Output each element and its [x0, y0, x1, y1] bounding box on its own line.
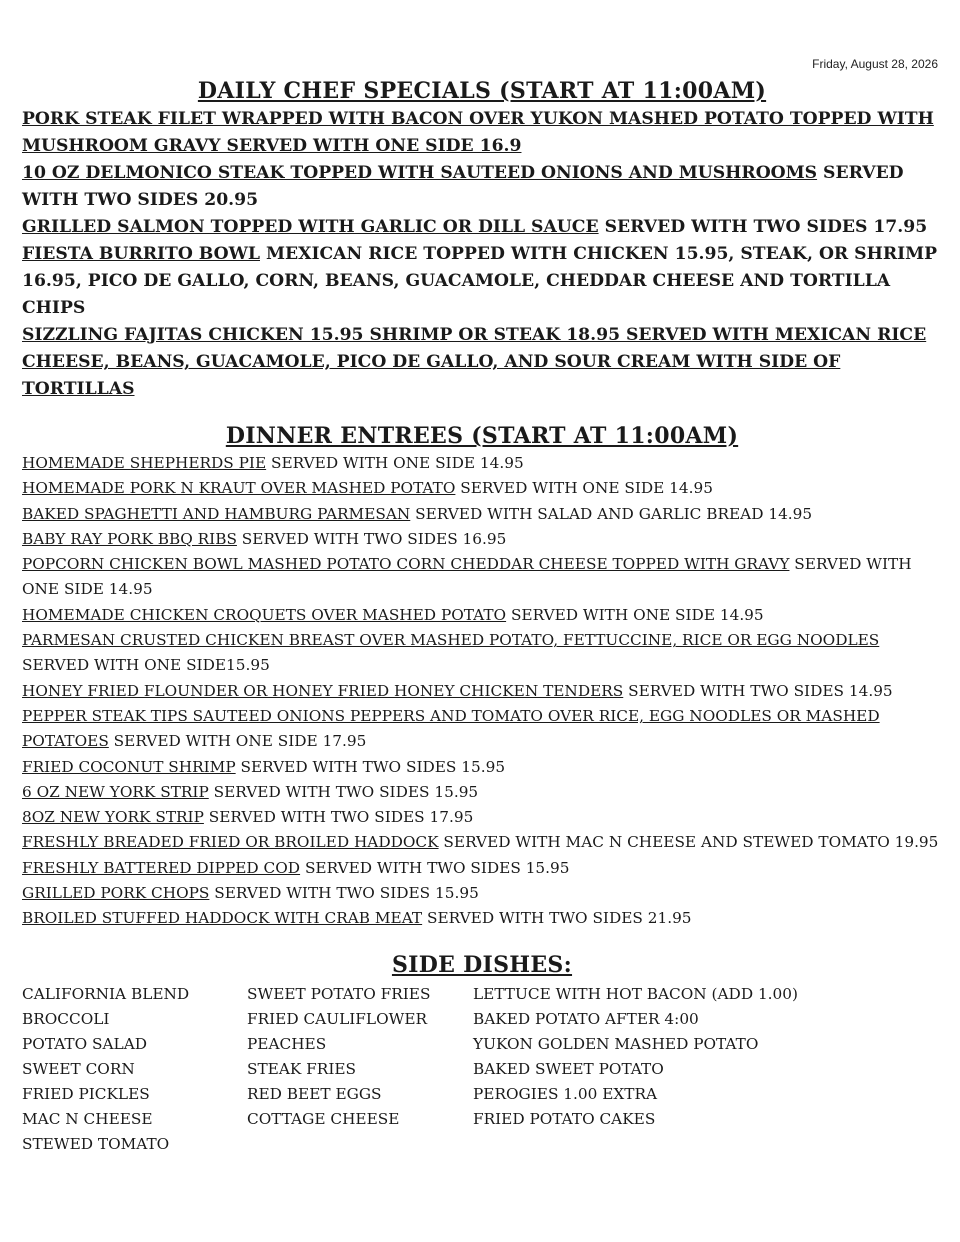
entree-item [22, 704, 942, 755]
entree-item-detail: SERVED WITH TWO SIDES 15.95 [209, 884, 479, 903]
entree-item [22, 755, 942, 780]
side-dish-item: FRIED PICKLES [22, 1084, 150, 1103]
entree-item-detail: SERVED WITH ONE SIDE 14.95 [266, 454, 524, 472]
side-dish-item: RED BEET EGGS [247, 1084, 382, 1103]
entree-item-detail: SERVED WITH ONE SIDE 17.95 [108, 732, 367, 751]
entree-item [22, 628, 942, 679]
special-item-name: FIESTA BURRITO BOWL [22, 244, 260, 264]
entrees-heading: DINNER ENTREES (START AT 11:00AM) [225, 423, 739, 449]
special-item [22, 241, 942, 322]
entree-item [22, 603, 942, 628]
side-dish-item: STEWED TOMATO [22, 1134, 170, 1153]
entree-item [22, 679, 942, 704]
special-item [22, 160, 942, 214]
specials-heading: DAILY CHEF SPECIALS (START AT 11:00AM) [197, 78, 767, 104]
entree-item [22, 830, 942, 855]
specials-list [22, 106, 942, 403]
entree-item-name: POPCORN CHICKEN BOWL MASHED POTATO CORN CHEDDAR CHEESE TOPPED WITH GRAVY [22, 555, 790, 574]
entree-item-name: FRESHLY BREADED FRIED OR BROILED HADDOCK [22, 833, 439, 852]
special-item-detail: SERVED WITH TWO SIDES 20.95 [22, 163, 904, 210]
entree-item-name: PARMESAN CRUSTED CHICKEN BREAST OVER MASHED POTATO, FETTUCCINE, RICE OR EGG NOODLES [22, 631, 880, 650]
special-item-detail: SERVED WITH TWO SIDES 17.95 [598, 217, 928, 237]
sides-heading: SIDE DISHES: [391, 951, 573, 978]
entree-item-detail: SERVED WITH ONE SIDE15.95 [22, 656, 270, 675]
entree-item [22, 476, 942, 501]
side-dish-item: SWEET POTATO FRIES [247, 984, 431, 1003]
entree-item [22, 502, 942, 527]
entree-item-detail: SERVED WITH TWO SIDES 15.95 [300, 858, 570, 877]
entree-item-name: 6 OZ NEW YORK STRIP [22, 782, 209, 801]
entree-item-detail: SERVED WITH ONE SIDE 14.95 [506, 605, 764, 624]
entree-item-name: GRILLED PORK CHOPS [22, 884, 210, 903]
side-dish-item: STEAK FRIES [247, 1059, 357, 1078]
special-item-name: GRILLED SALMON TOPPED WITH GARLIC OR DILL SAUCE [22, 217, 599, 237]
entree-item [22, 552, 942, 603]
entree-item [22, 527, 942, 552]
side-dish-item: PEROGIES 1.00 EXTRA [473, 1084, 658, 1103]
side-dish-item: PEACHES [247, 1034, 327, 1053]
entree-item-name: BAKED SPAGHETTI AND HAMBURG PARMESAN [22, 504, 411, 523]
entree-item-name: 8OZ NEW YORK STRIP [22, 808, 204, 827]
side-dish-item: BAKED SWEET POTATO [473, 1059, 664, 1078]
entree-item [22, 780, 942, 805]
special-item-name: 10 OZ DELMONICO STEAK TOPPED WITH SAUTEED ONIONS AND MUSHROOMS [22, 163, 818, 183]
entree-item-name: FRIED COCONUT SHRIMP [22, 757, 236, 776]
entree-item [22, 881, 942, 906]
side-dish-item [247, 1132, 473, 1157]
entree-item [22, 451, 942, 476]
entree-item [22, 906, 942, 931]
special-item [22, 106, 942, 160]
entree-item-name: BROILED STUFFED HADDOCK WITH CRAB MEAT [22, 909, 423, 928]
entree-item-name: FRESHLY BATTERED DIPPED COD [22, 858, 301, 877]
special-item [22, 322, 942, 403]
side-dish-item: FRIED POTATO CAKES [473, 1109, 656, 1128]
entree-item-detail: SERVED WITH ONE SIDE 14.95 [455, 479, 713, 498]
menu-page [22, 76, 942, 1157]
special-item-name: SIZZLING FAJITAS CHICKEN 15.95 SHRIMP OR STEAK 18.95 SERVED WITH MEXICAN RICE CHEESE, BEANS, GUACAMOLE, PICO DE GALLO, AND SOUR CREAM WITH SIDE OF TORTILLAS [22, 325, 927, 399]
entree-item-detail: SERVED WITH TWO SIDES 14.95 [623, 681, 893, 700]
entree-item-name: HOMEMADE SHEPHERDS PIE [22, 454, 267, 472]
entree-item-name: HONEY FRIED FLOUNDER OR HONEY FRIED HONEY CHICKEN TENDERS [22, 681, 624, 700]
side-dish-item: BAKED POTATO AFTER 4:00 [473, 1009, 699, 1028]
entree-item-detail: SERVED WITH MAC N CHEESE AND STEWED TOMATO 19.95 [438, 833, 939, 852]
entree-item-detail: SERVED WITH ONE SIDE 14.95 [22, 555, 912, 599]
entree-item-detail: SERVED WITH TWO SIDES 17.95 [203, 808, 474, 827]
special-item-name: PORK STEAK FILET WRAPPED WITH BACON OVER YUKON MASHED POTATO TOPPED WITH MUSHROOM GRAVY SERVED WITH ONE SIDE 16.9 [22, 109, 934, 156]
entrees-list [22, 451, 942, 932]
menu-date: Friday, August 28, 2026 [812, 57, 938, 71]
special-item-detail: MEXICAN RICE TOPPED WITH CHICKEN 15.95, STEAK, OR SHRIMP 16.95, PICO DE GALLO, CORN, BEANS, GUACAMOLE, CHEDDAR CHEESE AND TORTILLA CHIPS [22, 244, 938, 318]
entree-item-name: HOMEMADE PORK N KRAUT OVER MASHED POTATO [22, 479, 456, 498]
side-dish-item: YUKON GOLDEN MASHED POTATO [473, 1034, 759, 1053]
side-dishes-grid [22, 982, 942, 1157]
entree-item-detail: SERVED WITH TWO SIDES 15.95 [235, 757, 506, 776]
entree-item-detail: SERVED WITH TWO SIDES 16.95 [236, 529, 507, 548]
entree-item-detail: SERVED WITH TWO SIDES 21.95 [422, 909, 692, 928]
entree-item-detail: SERVED WITH TWO SIDES 15.95 [208, 782, 479, 801]
side-dish-item [473, 1132, 913, 1157]
entree-item-name: PEPPER STEAK TIPS SAUTEED ONIONS PEPPERS AND TOMATO OVER RICE, EGG NOODLES OR MASHED POTATOES [22, 706, 880, 751]
side-dish-item: LETTUCE WITH HOT BACON (ADD 1.00) [473, 984, 798, 1003]
special-item [22, 214, 942, 241]
side-dish-item: FRIED CAULIFLOWER [247, 1009, 428, 1028]
side-dish-item: POTATO SALAD [22, 1034, 148, 1053]
entree-item [22, 805, 942, 830]
side-dish-item: MAC N CHEESE [22, 1109, 153, 1128]
side-dish-item: SWEET CORN [22, 1059, 135, 1078]
side-dish-item: COTTAGE CHEESE [247, 1109, 400, 1128]
entree-item-name: HOMEMADE CHICKEN CROQUETS OVER MASHED POTATO [22, 605, 507, 624]
side-dish-item: CALIFORNIA BLEND [22, 984, 190, 1003]
side-dish-item: BROCCOLI [22, 1009, 110, 1028]
entree-item [22, 856, 942, 881]
entree-item-name: BABY RAY PORK BBQ RIBS [22, 529, 237, 548]
entree-item-detail: SERVED WITH SALAD AND GARLIC BREAD 14.95 [410, 504, 813, 523]
